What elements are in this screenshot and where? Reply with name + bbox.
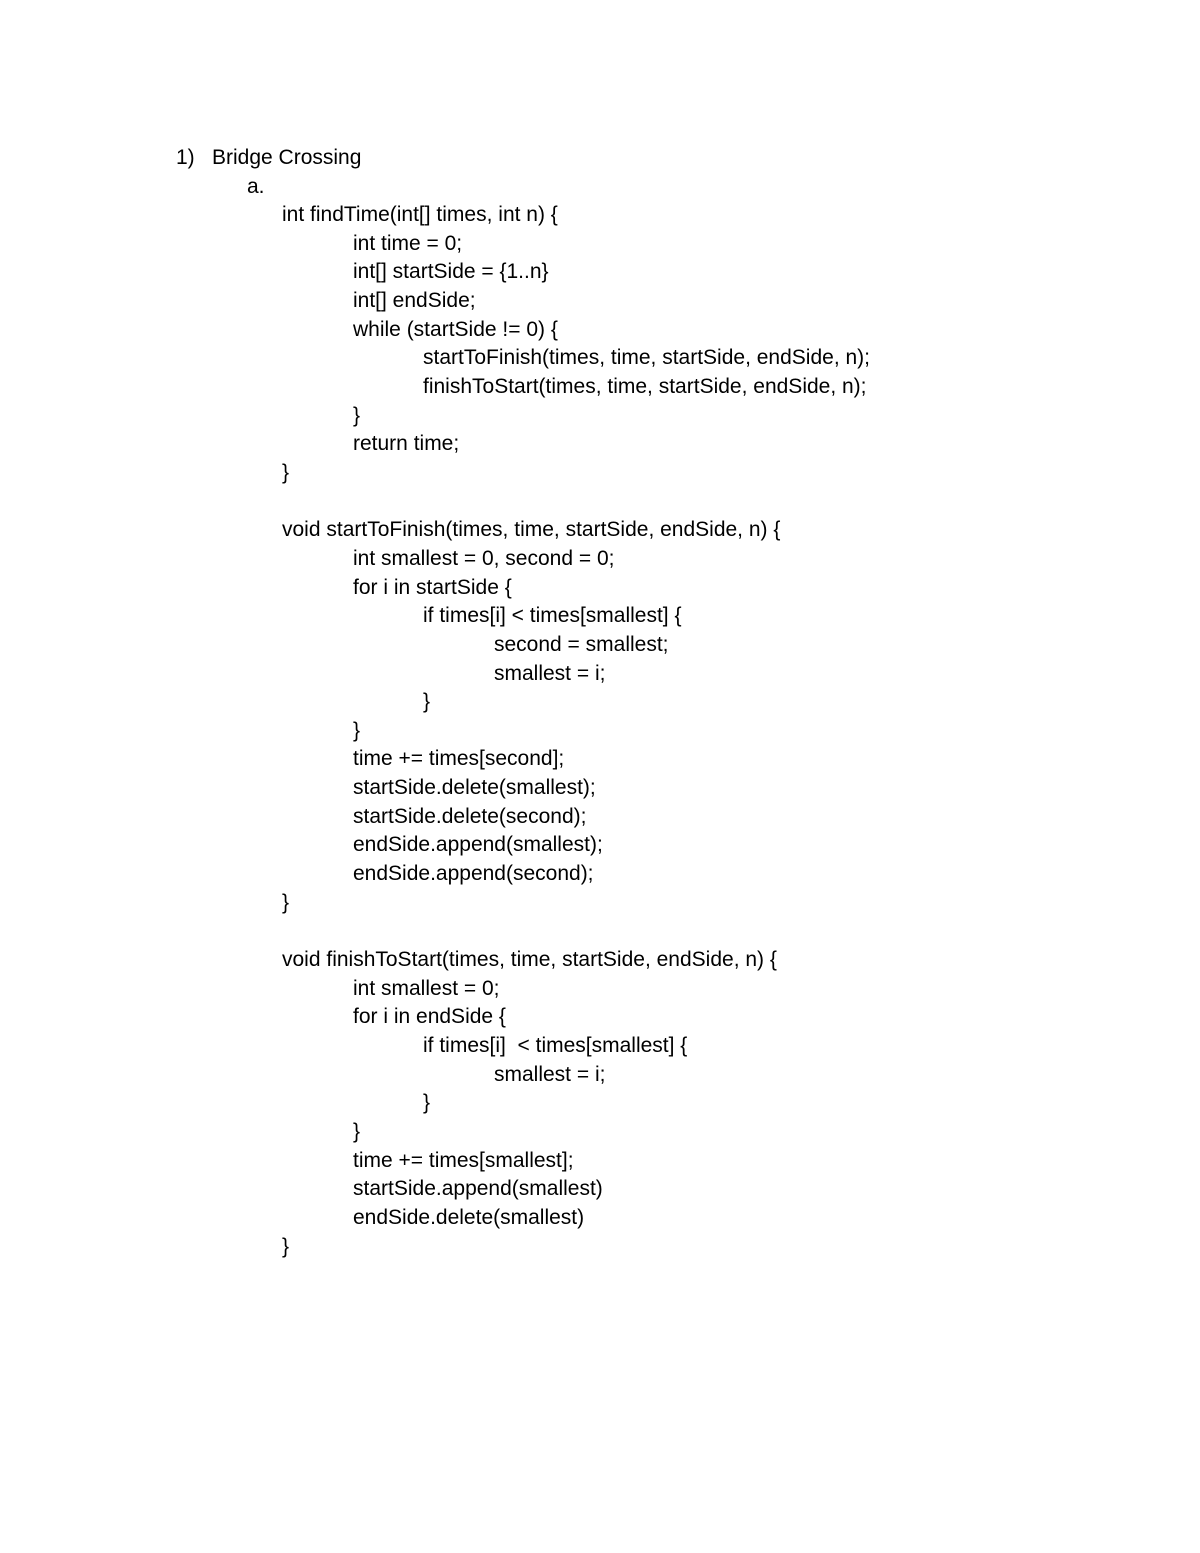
code-line-text: void finishToStart(times, time, startSide, endSide, n) { bbox=[282, 948, 777, 972]
code-line-text: startSide.append(smallest) bbox=[353, 1177, 603, 1201]
code-line-text: finishToStart(times, time, startSide, endSide, n); bbox=[423, 374, 867, 398]
code-line bbox=[0, 803, 1200, 832]
code-line bbox=[0, 287, 1200, 316]
code-line bbox=[0, 201, 1200, 230]
code-line bbox=[0, 545, 1200, 574]
code-line-text: endSide.append(second); bbox=[353, 862, 594, 886]
code-line-text: } bbox=[282, 1234, 290, 1258]
code-line-text: time += times[second]; bbox=[353, 747, 565, 771]
code-line-text: int smallest = 0; bbox=[353, 976, 500, 1000]
sub-item-label: a. bbox=[247, 175, 265, 198]
code-line bbox=[0, 1089, 1200, 1118]
code-line-text: time += times[smallest]; bbox=[353, 1148, 574, 1172]
code-line bbox=[0, 660, 1200, 689]
code-line bbox=[0, 1003, 1200, 1032]
code-line-text: smallest = i; bbox=[494, 661, 606, 685]
question-heading bbox=[176, 144, 361, 172]
code-line bbox=[0, 402, 1200, 431]
code-line-text: startSide.delete(second); bbox=[353, 804, 587, 828]
code-line bbox=[0, 1118, 1200, 1147]
code-line-text: while (startSide != 0) { bbox=[353, 317, 558, 341]
code-line-text: for i in startSide { bbox=[353, 575, 512, 599]
code-line bbox=[0, 344, 1200, 373]
code-line-text: int time = 0; bbox=[353, 231, 463, 255]
code-line-text: int[] endSide; bbox=[353, 288, 476, 312]
code-line-text: } bbox=[282, 460, 290, 484]
code-line-text: } bbox=[353, 718, 361, 742]
code-line bbox=[0, 1147, 1200, 1176]
code-line-text: startSide.delete(smallest); bbox=[353, 776, 596, 800]
code-line-text: } bbox=[423, 1091, 431, 1115]
code-line bbox=[0, 1204, 1200, 1233]
code-line bbox=[0, 946, 1200, 975]
code-line bbox=[0, 488, 1200, 517]
code-line bbox=[0, 316, 1200, 345]
code-line-text: for i in endSide { bbox=[353, 1005, 506, 1029]
code-line bbox=[0, 1061, 1200, 1090]
code-line-text: int findTime(int[] times, int n) { bbox=[282, 203, 558, 226]
code-line bbox=[0, 631, 1200, 660]
code-line bbox=[0, 574, 1200, 603]
code-line-text: void startToFinish(times, time, startSide, endSide, n) { bbox=[282, 518, 781, 542]
code-line-text: endSide.append(smallest); bbox=[353, 833, 603, 857]
code-line bbox=[0, 717, 1200, 746]
code-line bbox=[0, 917, 1200, 946]
code-line-text: } bbox=[353, 1120, 361, 1143]
code-line bbox=[0, 459, 1200, 488]
code-line bbox=[0, 975, 1200, 1004]
code-line bbox=[0, 831, 1200, 860]
code-line-text: int smallest = 0, second = 0; bbox=[353, 546, 615, 570]
code-line-text: int[] startSide = {1..n} bbox=[353, 260, 549, 284]
code-line bbox=[0, 258, 1200, 287]
code-line bbox=[0, 602, 1200, 631]
code-line bbox=[0, 516, 1200, 545]
code-line-text: second = smallest; bbox=[494, 632, 669, 656]
code-line-text: } bbox=[282, 890, 290, 914]
question-title: Bridge Crossing bbox=[212, 146, 362, 169]
code-line-text: if times[i] < times[smallest] { bbox=[423, 604, 682, 628]
code-line-text: } bbox=[423, 690, 431, 714]
code-line bbox=[0, 688, 1200, 717]
code-line-text: smallest = i; bbox=[494, 1062, 606, 1086]
question-number: 1) bbox=[176, 146, 195, 169]
code-line bbox=[0, 774, 1200, 803]
code-line bbox=[0, 1233, 1200, 1262]
code-line-text: return time; bbox=[353, 432, 460, 456]
code-line-text: } bbox=[353, 403, 361, 427]
code-line-text: endSide.delete(smallest) bbox=[353, 1205, 585, 1229]
pseudocode-block bbox=[0, 201, 1200, 1261]
code-line bbox=[0, 230, 1200, 259]
code-line bbox=[0, 860, 1200, 889]
code-line bbox=[0, 889, 1200, 918]
code-line bbox=[0, 430, 1200, 459]
code-line bbox=[0, 745, 1200, 774]
code-line bbox=[0, 1175, 1200, 1204]
code-line-text: if times[i] < times[smallest] { bbox=[423, 1034, 688, 1058]
code-line bbox=[0, 373, 1200, 402]
code-line-text: startToFinish(times, time, startSide, endSide, n); bbox=[423, 346, 870, 370]
code-line bbox=[0, 1032, 1200, 1061]
